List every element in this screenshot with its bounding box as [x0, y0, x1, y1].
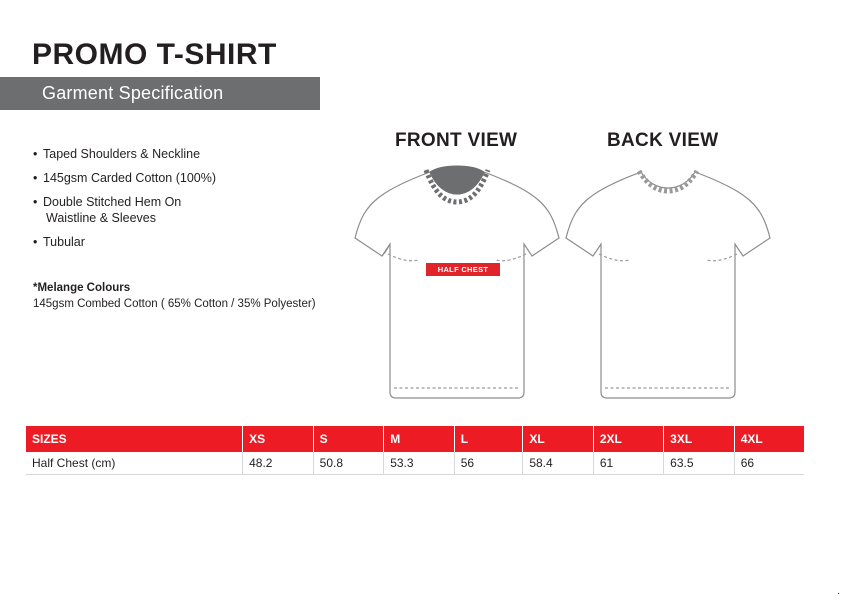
melange-description: 145gsm Combed Cotton ( 65% Cotton / 35% Polyester)	[33, 298, 316, 310]
cell-xl: 58.4	[523, 452, 594, 475]
cell-s: 50.8	[313, 452, 384, 475]
subtitle-band	[0, 77, 320, 110]
table-header-m: M	[384, 426, 455, 452]
table-row	[26, 452, 804, 475]
melange-heading: *Melange Colours	[33, 282, 131, 294]
size-table	[26, 426, 804, 475]
cell-4xl: 66	[734, 452, 804, 475]
feature-list	[33, 146, 353, 258]
melange-note	[33, 282, 393, 310]
feature-text: Taped Shoulders & Neckline	[43, 147, 201, 161]
page-title: PROMO T-SHIRT	[32, 38, 277, 71]
cell-3xl: 63.5	[664, 452, 735, 475]
front-view-label: FRONT VIEW	[395, 130, 518, 151]
half-chest-badge: HALF CHEST	[426, 263, 500, 276]
feature-text: 145gsm Carded Cotton (100%)	[43, 171, 217, 185]
table-header-sizes: SIZES	[26, 426, 243, 452]
row-label-half-chest: Half Chest (cm)	[26, 452, 243, 475]
list-item	[33, 170, 353, 186]
table-header-3xl: 3XL	[664, 426, 735, 452]
corner-mark: .	[837, 586, 840, 597]
feature-text: Tubular	[43, 235, 85, 249]
cell-m: 53.3	[384, 452, 455, 475]
table-header-s: S	[313, 426, 384, 452]
tshirt-front-illustration	[352, 160, 562, 405]
feature-text: Double Stitched Hem On	[43, 195, 182, 209]
list-item	[33, 146, 353, 162]
list-item	[33, 234, 353, 250]
table-header-2xl: 2XL	[593, 426, 663, 452]
table-header-4xl: 4XL	[734, 426, 804, 452]
list-item	[33, 194, 353, 226]
table-header-xl: XL	[523, 426, 594, 452]
cell-xs: 48.2	[243, 452, 314, 475]
feature-text-continued: Waistline & Sleeves	[46, 211, 156, 225]
table-header-row	[26, 426, 804, 452]
subtitle-text: Garment Specification	[42, 83, 224, 103]
cell-l: 56	[454, 452, 523, 475]
back-view-label: BACK VIEW	[607, 130, 719, 151]
cell-2xl: 61	[593, 452, 663, 475]
table-header-l: L	[454, 426, 523, 452]
table-header-xs: XS	[243, 426, 314, 452]
tshirt-back-illustration	[563, 160, 773, 405]
